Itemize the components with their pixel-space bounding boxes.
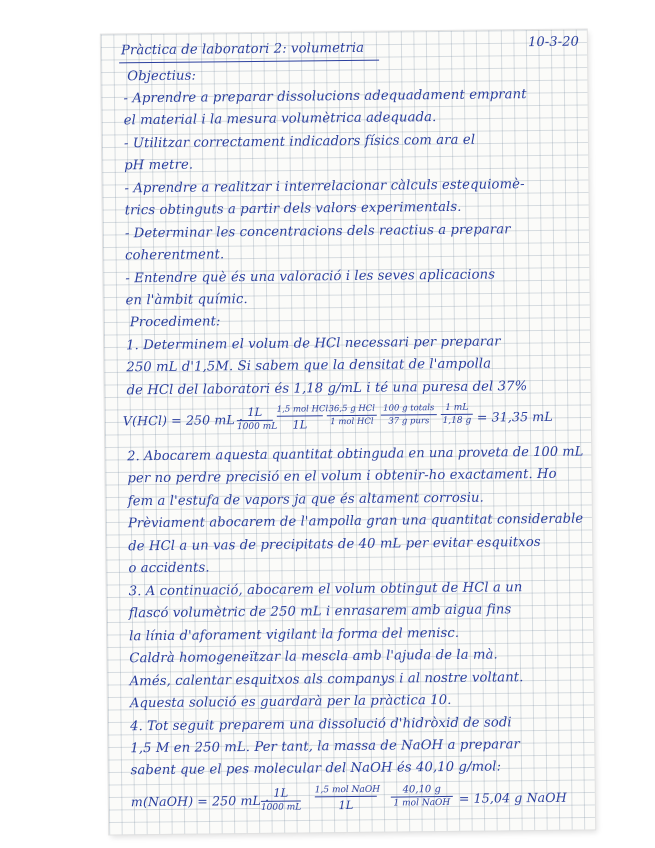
text-line: sabent que el pes molecular del NaOH és 40,10 g/mol: [130, 759, 502, 779]
fraction-numerator: 40,10 g [391, 784, 453, 798]
fraction-denominator: 1000 mL [260, 802, 302, 813]
procedure-heading: Procediment: [129, 314, 221, 331]
text-line: 3. A continuació, abocarem el volum obtingut de HCl a un [128, 580, 523, 600]
text-line: - Determinar les concentracions dels reactius a preparar [124, 222, 511, 242]
fraction-numerator: 1 mL [441, 403, 473, 415]
fraction-denominator: 1L [292, 417, 308, 432]
date: 10-3-20 [528, 34, 580, 51]
equation-result: = 15,04 g NaOH [458, 789, 567, 806]
text-line: 4. Tot seguit preparem una dissolució d'hidròxid de sodi [129, 715, 512, 735]
objectives-heading: Objectius: [127, 68, 197, 85]
fraction-numerator: 1,5 mol HCl [276, 404, 329, 415]
fraction [236, 404, 278, 433]
text-line: - Entendre què és una valoració i les seves aplicacions [125, 267, 496, 287]
fraction-numerator: 1,5 mol NaOH [314, 784, 381, 796]
title-underline [119, 60, 379, 64]
fraction-numerator: 1L [237, 405, 273, 421]
text-line: el material i la mesura volumètrica adequada. [123, 110, 437, 129]
text-line: pH metre. [124, 157, 194, 174]
text-line: coherentment. [125, 247, 225, 264]
fraction [276, 404, 329, 432]
fraction-denominator: 1000 mL [236, 421, 278, 433]
text-line: flascó volumètric de 250 mL i enrasarem amb aigua fins [128, 602, 512, 622]
page-title: Pràctica de laboratori 2: volumetria [120, 40, 365, 59]
fraction-numerator: 100 g totals [381, 403, 437, 416]
text-line: - Aprendre a realitzar i interrelacionar càlculs estequiomè- [124, 177, 525, 197]
fraction-denominator: 37 g purs [388, 416, 430, 427]
text-line: 2. Abocarem aquesta quantitat obtinguda en una proveta de 100 mL [127, 444, 584, 465]
text-line: de HCl a un vas de precipitats de 40 mL per evitar esquitxos [128, 534, 541, 555]
text-line: la línia d'aforament vigilant la forma del menisc. [129, 625, 460, 645]
text-line: o accidents. [128, 560, 210, 577]
fraction-denominator: 1 mol HCl [330, 416, 374, 428]
text-line: per no perdre precisió en el volum i obtenir-ho exactament. Ho [127, 466, 557, 487]
equation-lhs: V(HCl) = 250 mL · [122, 412, 244, 429]
text-line: 250 mL d'1,5M. Si sabem que la densitat de l'ampolla [126, 356, 492, 376]
text-line: - Utilitzar correctament indicadors físics com ara el [123, 132, 476, 152]
text-line: Prèviament abocarem de l'ampolla gran una quantitat considerable [127, 511, 584, 532]
fraction [381, 403, 437, 427]
fraction [441, 403, 473, 426]
text-line: 1,5 M en 250 mL. Per tant, la massa de NaOH a preparar [130, 737, 521, 757]
fraction [327, 404, 377, 428]
text-line: trics obtinguts a partir dels valors experimentals. [124, 199, 462, 219]
fraction-denominator: 1,18 g [442, 415, 472, 427]
fraction [391, 784, 453, 809]
fraction [261, 786, 301, 813]
text-line: de HCl del laboratori és 1,18 g/mL i té una puresa del 37% [126, 379, 528, 399]
equation-result: = 31,35 mL [476, 408, 553, 425]
text-line: Caldrà homogeneïtzar la mescla amb l'ajuda de la mà. [129, 647, 498, 667]
equation-lhs: m(NaOH) = 250 mL · [130, 792, 270, 810]
fraction-numerator: 36,5 g HCl [327, 404, 377, 417]
fraction-numerator: 1L [261, 786, 301, 802]
fraction [314, 784, 381, 813]
text-line: Aquesta solució es guardarà per la pràctica 10. [129, 692, 452, 712]
text-line: - Aprendre a preparar dissolucions adequadament emprant [123, 87, 527, 107]
notebook-page [101, 29, 595, 834]
text-line: Amés, calentar esquitxos als companys i al nostre voltant. [129, 670, 524, 690]
text-line: fem a l'estufa de vapors ja que és altament corrosiu. [127, 490, 484, 510]
text-line: 1. Determinem el volum de HCl necessari per preparar [126, 334, 501, 354]
text-line: en l'àmbit químic. [125, 292, 248, 309]
fraction-denominator: 1L [338, 797, 354, 813]
fraction-denominator: 1 mol NaOH [393, 797, 451, 809]
